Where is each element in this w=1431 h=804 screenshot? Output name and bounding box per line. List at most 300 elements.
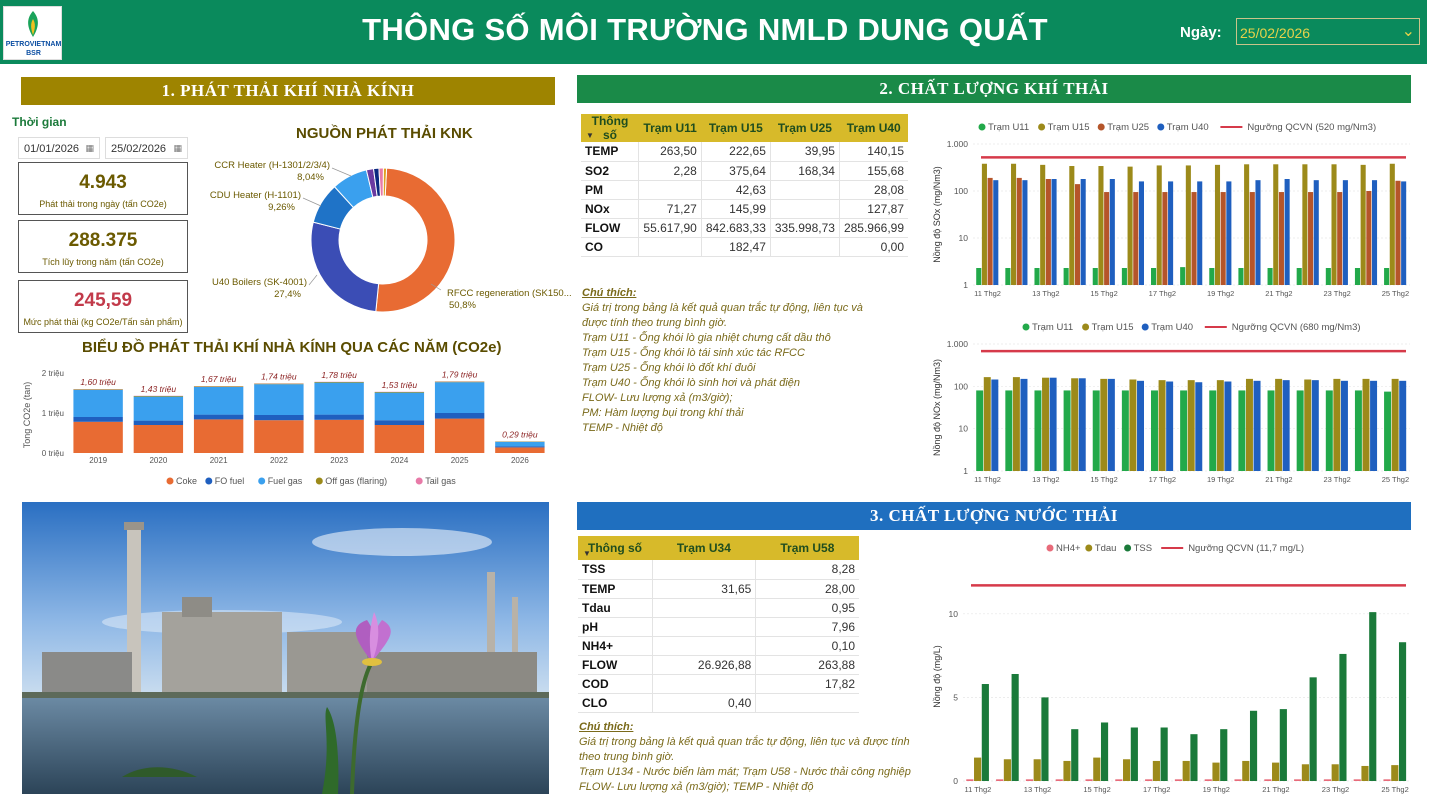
column-header[interactable]: Trạm U25: [770, 114, 839, 142]
table-cell: 127,87: [839, 199, 908, 218]
data-bar: [1391, 765, 1398, 781]
data-bar: [1159, 380, 1166, 471]
y-tick-label: 10: [958, 233, 968, 243]
x-tick-label: 25 Thg2: [1381, 475, 1410, 484]
kpi-annual-emission: [18, 220, 188, 273]
table-cell: 55.617,90: [639, 218, 701, 237]
y-tick-label: 1: [963, 466, 968, 476]
stacked-bar-segment: [134, 425, 183, 453]
stacked-bar-segment: [495, 442, 544, 446]
x-tick-label: 25 Thg2: [1381, 289, 1410, 298]
data-bar: [976, 268, 981, 285]
data-bar: [1005, 268, 1010, 285]
data-bar: [1110, 179, 1115, 285]
flame-logo-icon: [4, 7, 63, 41]
data-bar: [982, 684, 989, 781]
data-bar: [1372, 180, 1377, 285]
y-axis-label: Nồng độ (mg/L): [932, 645, 942, 708]
data-bar: [1046, 179, 1051, 285]
row-label: CO: [581, 237, 639, 256]
data-bar: [1129, 380, 1136, 471]
data-bar: [1275, 379, 1282, 471]
table-row[interactable]: [578, 560, 859, 579]
bar-total-label: 1,78 triệu: [321, 369, 357, 380]
bar-total-label: 1,60 triệu: [80, 377, 116, 387]
data-bar: [1151, 390, 1158, 471]
table-cell: [652, 674, 756, 693]
data-bar: [1034, 759, 1041, 781]
data-bar: [1302, 764, 1309, 781]
notes-line: được tính theo trung bình giờ.: [582, 317, 728, 329]
chevron-down-icon[interactable]: ⌄: [1401, 23, 1415, 40]
leader-line: [309, 275, 317, 285]
stacked-bar-segment: [194, 415, 243, 420]
x-tick-label: 19 Thg2: [1202, 785, 1230, 794]
table-cell: [652, 617, 756, 636]
data-bar: [1264, 779, 1271, 781]
data-bar: [1093, 268, 1098, 285]
legend-marker: [1124, 545, 1131, 552]
row-label: TEMP: [578, 579, 652, 598]
time-label: Thời gian: [12, 115, 67, 129]
data-bar: [1361, 165, 1366, 285]
data-bar: [1093, 390, 1100, 471]
legend-marker: [979, 124, 986, 131]
donut-slice: [311, 222, 379, 312]
legend-marker: [1142, 324, 1149, 331]
stacked-bar-segment: [314, 420, 363, 453]
x-tick-label: 15 Thg2: [1090, 475, 1118, 484]
table-cell: 17,82: [756, 674, 859, 693]
row-label: PM: [581, 180, 639, 199]
table-cell: 285.966,99: [839, 218, 908, 237]
table-cell: 28,08: [839, 180, 908, 199]
table-cell: 28,00: [756, 579, 859, 598]
slice-label: RFCC regeneration (SK150...: [447, 288, 572, 299]
x-tick-label: 11 Thg2: [974, 289, 1001, 298]
bar-total-label: 1,67 triệu: [200, 374, 237, 385]
stacked-bar-segment: [134, 397, 183, 421]
notes-line: Trạm U25 - Ống khói lò đốt khí đuôi: [582, 362, 756, 374]
data-bar: [1017, 178, 1022, 285]
stacked-bar-segment: [254, 384, 303, 415]
water-notes: [579, 720, 919, 795]
header-bar: [0, 0, 1427, 64]
data-bar: [1355, 390, 1362, 471]
data-bar: [1341, 381, 1348, 471]
row-label: SO2: [581, 161, 639, 180]
data-bar: [988, 178, 993, 285]
air-notes: [582, 286, 882, 436]
table-cell: [770, 180, 839, 199]
table-row[interactable]: [581, 218, 908, 237]
kpi-value: 245,59: [73, 290, 133, 311]
table-cell: 0,95: [756, 598, 859, 617]
data-bar: [1250, 192, 1255, 285]
table-cell: 335.998,73: [770, 218, 839, 237]
table-cell: 182,47: [701, 237, 770, 256]
y-tick-label: 100: [953, 381, 968, 392]
x-tick-label: 2024: [390, 456, 409, 465]
data-bar: [1192, 192, 1197, 285]
x-tick-label: 2026: [510, 456, 529, 465]
yearly-bar-chart: [18, 360, 558, 490]
x-tick-label: 2025: [450, 456, 469, 465]
data-bar: [1139, 181, 1144, 285]
data-bar: [1026, 779, 1033, 781]
data-bar: [1212, 763, 1219, 781]
data-bar: [1122, 390, 1129, 471]
table-cell: 375,64: [701, 161, 770, 180]
legend-marker: [258, 478, 265, 485]
stacked-bar-segment: [254, 384, 303, 385]
data-bar: [1392, 379, 1399, 471]
data-bar: [1190, 734, 1197, 781]
data-bar: [1273, 164, 1278, 285]
legend-marker: [167, 478, 174, 485]
data-bar: [1314, 180, 1319, 285]
water-chart: [928, 536, 1418, 798]
x-tick-label: 2021: [209, 456, 228, 465]
table-cell: [756, 693, 859, 712]
notes-heading: Chú thích:: [579, 721, 634, 733]
table-cell: 2,28: [639, 161, 701, 180]
x-tick-label: 23 Thg2: [1323, 475, 1351, 484]
table-cell: 140,15: [839, 142, 908, 161]
data-bar: [1042, 378, 1049, 471]
slice-percent: 8,04%: [297, 172, 324, 183]
table-row[interactable]: [578, 579, 859, 598]
calendar-icon[interactable]: ▦: [173, 143, 182, 153]
data-bar: [1337, 192, 1342, 285]
legend-marker: [1082, 324, 1089, 331]
data-bar: [1108, 379, 1115, 471]
air-quality-table: [581, 114, 908, 257]
data-bar: [1361, 766, 1368, 781]
donut-title: NGUỒN PHÁT THẢI KNK: [296, 125, 473, 142]
data-bar: [1310, 677, 1317, 781]
stacked-bar-segment: [435, 382, 484, 383]
table-row[interactable]: [581, 237, 908, 256]
data-bar: [1100, 379, 1107, 471]
data-bar: [1069, 166, 1074, 285]
data-bar: [1128, 167, 1133, 285]
notes-line: Trạm U15 - Ống khói lò tái sinh xúc tác RFCC: [582, 347, 805, 359]
table-row[interactable]: [581, 180, 908, 199]
data-bar: [1215, 165, 1220, 285]
table-cell: 155,68: [839, 161, 908, 180]
notes-line: Trạm U134 - Nước biển làm mát; Trạm U58 - Nước thải công nghiệp: [579, 766, 911, 778]
table-cell: [639, 180, 701, 199]
notes-line: theo trung bình giờ.: [579, 751, 675, 763]
bar-total-label: 1,53 triệu: [381, 379, 418, 390]
data-bar: [1297, 268, 1302, 285]
row-label: TEMP: [581, 142, 639, 161]
y-tick-label: 0: [953, 776, 958, 786]
y-tick-label: 1.000: [946, 339, 968, 349]
data-bar: [1040, 165, 1045, 285]
data-bar: [1041, 697, 1048, 781]
x-tick-label: 11 Thg2: [974, 475, 1001, 484]
data-bar: [1255, 180, 1260, 285]
row-label: NOx: [581, 199, 639, 218]
y-tick-label: 10: [958, 423, 968, 434]
table-cell: [639, 237, 701, 256]
data-bar: [1399, 642, 1406, 781]
date-to-value: 25/02/2026: [111, 143, 167, 155]
x-tick-label: 19 Thg2: [1206, 289, 1235, 298]
x-tick-label: 23 Thg2: [1321, 785, 1350, 794]
data-bar: [1104, 192, 1109, 285]
table-cell: 8,28: [756, 560, 859, 579]
data-bar: [1115, 779, 1122, 781]
y-axis-label: Tong CO2e (tan): [22, 381, 32, 449]
stacked-bar-segment: [435, 382, 484, 413]
stacked-bar-segment: [254, 415, 303, 420]
sort-down-icon: ▼: [586, 131, 594, 140]
notes-line: Giá trị trong bảng là kết quả quan trắc tự động, liên tục và được tính: [579, 736, 910, 748]
kpi-label: Tích lũy trong năm (tấn CO2e): [42, 257, 164, 267]
slice-percent: 27,4%: [274, 289, 301, 300]
table-cell: 145,99: [701, 199, 770, 218]
kpi-daily-emission: [18, 162, 188, 215]
petrovietnam-logo: [3, 6, 62, 60]
table-cell: 263,50: [639, 142, 701, 161]
stacked-bar-segment: [495, 447, 544, 453]
data-bar: [1355, 268, 1360, 285]
legend-label: Fuel gas: [267, 476, 303, 486]
data-bar: [1205, 779, 1212, 781]
legend-marker: [416, 478, 423, 485]
data-bar: [1343, 180, 1348, 285]
x-tick-label: 11 Thg2: [964, 785, 992, 794]
data-bar: [1137, 381, 1144, 471]
table-row[interactable]: [581, 142, 908, 161]
y-tick-label: 1: [963, 280, 968, 290]
date-to-input[interactable]: [105, 137, 188, 159]
table-row[interactable]: [578, 674, 859, 693]
logo-line1: PETROVIETNAM: [5, 41, 62, 48]
legend-label: Trạm U15: [1047, 122, 1090, 133]
data-bar: [1093, 758, 1100, 781]
table-row[interactable]: [581, 199, 908, 218]
row-label: COD: [578, 674, 652, 693]
donut-slice: [376, 168, 455, 312]
x-tick-label: 2020: [149, 456, 168, 465]
legend-marker: [1157, 124, 1164, 131]
date-select[interactable]: [1236, 18, 1420, 45]
table-row[interactable]: [578, 693, 859, 712]
data-bar: [1162, 192, 1167, 285]
slice-label: CDU Heater (H-1101): [209, 190, 301, 201]
stacked-bar-segment: [134, 421, 183, 425]
x-tick-label: 17 Thg2: [1143, 785, 1171, 794]
stacked-bar-segment: [314, 382, 363, 383]
notes-heading: Chú thích:: [582, 287, 637, 299]
data-bar: [1195, 382, 1202, 471]
legend-label: Ngưỡng QCVN (680 mg/Nm3): [1231, 322, 1361, 333]
table-cell: 842.683,33: [701, 218, 770, 237]
legend-label: Coke: [176, 476, 198, 486]
calendar-icon[interactable]: ▦: [85, 143, 94, 153]
x-tick-label: 25 Thg2: [1381, 785, 1409, 794]
data-bar: [1268, 268, 1273, 285]
data-bar: [1168, 181, 1173, 285]
data-bar: [1085, 779, 1092, 781]
stacked-bar-segment: [73, 389, 122, 390]
slice-label: U40 Boilers (SK-4001): [211, 277, 307, 288]
data-bar: [1050, 378, 1057, 471]
table-row[interactable]: [578, 655, 859, 674]
data-bar: [1131, 727, 1138, 781]
data-bar: [1246, 379, 1253, 471]
legend-marker: [1038, 124, 1045, 131]
stacked-bar-segment: [134, 396, 183, 397]
notes-line: Giá trị trong bảng là kết quả quan trắc tự động, liên tục và: [582, 302, 863, 314]
table-cell: 0,10: [756, 636, 859, 655]
table-cell: 71,27: [639, 199, 701, 218]
y-axis-label: Nồng độ SOx (mg/Nm3): [932, 166, 942, 263]
legend-marker: [1023, 324, 1030, 331]
yearly-chart-title: BIỂU ĐỒ PHÁT THẢI KHÍ NHÀ KÍNH QUA CÁC NĂM (CO2e): [82, 339, 502, 356]
table-cell: [652, 598, 756, 617]
refinery-image: [22, 502, 549, 794]
y-tick-label: 5: [953, 692, 958, 703]
stacked-bar-segment: [375, 425, 424, 453]
column-header[interactable]: Trạm U11: [639, 114, 701, 142]
table-cell: 39,95: [770, 142, 839, 161]
table-cell: 168,34: [770, 161, 839, 180]
kpi-value: 4.943: [79, 172, 127, 193]
legend-label: Ngưỡng QCVN (11,7 mg/L): [1188, 543, 1305, 554]
table-cell: 31,65: [652, 579, 756, 598]
row-label: CLO: [578, 693, 652, 712]
x-tick-label: 2023: [330, 456, 349, 465]
y-axis-label: Nồng độ NOx (mg/Nm3): [932, 358, 942, 457]
column-header[interactable]: Trạm U15: [701, 114, 770, 142]
table-row[interactable]: [578, 636, 859, 655]
table-header-row: [578, 536, 859, 560]
column-header[interactable]: Trạm U40: [839, 114, 908, 142]
data-bar: [1188, 380, 1195, 471]
data-bar: [1285, 179, 1290, 285]
data-bar: [1366, 191, 1371, 285]
data-bar: [1244, 164, 1249, 285]
data-bar: [1234, 779, 1241, 781]
notes-line: TEMP - Nhiệt độ: [582, 422, 663, 434]
data-bar: [1209, 390, 1216, 471]
data-bar: [1250, 711, 1257, 781]
row-label: Tdau: [578, 598, 652, 617]
x-tick-label: 17 Thg2: [1148, 475, 1177, 484]
slice-percent: 9,26%: [268, 202, 295, 213]
data-bar: [1183, 761, 1190, 781]
data-bar: [984, 377, 991, 471]
table-cell: [770, 199, 839, 218]
column-header[interactable]: [578, 536, 652, 560]
data-bar: [1209, 268, 1214, 285]
data-bar: [1005, 390, 1012, 471]
y-tick-label: 1 triệu: [41, 409, 64, 418]
column-header[interactable]: Trạm U34: [652, 536, 756, 560]
bar-total-label: 0,29 triệu: [502, 429, 538, 440]
data-bar: [1153, 761, 1160, 781]
table-cell: 222,65: [701, 142, 770, 161]
column-header[interactable]: Trạm U58: [756, 536, 859, 560]
legend-label: Tail gas: [425, 476, 456, 486]
data-bar: [1180, 267, 1185, 285]
x-tick-label: 21 Thg2: [1262, 785, 1290, 794]
data-bar: [982, 164, 987, 285]
notes-line: PM: Hàm lượng bụi trong khí thải: [582, 407, 744, 419]
data-bar: [1279, 192, 1284, 285]
table-cell: [652, 636, 756, 655]
data-bar: [1056, 779, 1063, 781]
table-row[interactable]: [578, 617, 859, 636]
data-bar: [1326, 268, 1331, 285]
data-bar: [1220, 729, 1227, 781]
data-bar: [1226, 181, 1231, 285]
stacked-bar-segment: [73, 390, 122, 417]
data-bar: [1166, 382, 1173, 471]
data-bar: [1308, 192, 1313, 285]
column-header-label: Thông số: [591, 114, 629, 142]
legend-label: TSS: [1133, 543, 1153, 554]
column-header-label: Thông số: [588, 541, 642, 555]
stacked-bar-segment: [435, 419, 484, 453]
data-bar: [1324, 779, 1331, 781]
date-from-input[interactable]: [18, 137, 100, 159]
row-label: FLOW: [578, 655, 652, 674]
data-bar: [1326, 390, 1333, 471]
data-bar: [1133, 192, 1138, 285]
table-row[interactable]: [578, 598, 859, 617]
data-bar: [1221, 192, 1226, 285]
legend-label: Trạm U40: [1166, 122, 1209, 133]
x-tick-label: 17 Thg2: [1148, 289, 1177, 298]
data-bar: [1238, 268, 1243, 285]
row-label: NH4+: [578, 636, 652, 655]
table-cell: 0,00: [839, 237, 908, 256]
data-bar: [1304, 380, 1311, 471]
legend-marker: [316, 478, 323, 485]
data-bar: [1390, 164, 1395, 285]
x-tick-label: 19 Thg2: [1206, 475, 1235, 484]
kpi-label: Mức phát thải (kg CO2e/Tấn sản phẩm): [23, 317, 183, 327]
column-header[interactable]: [581, 114, 639, 142]
y-tick-label: 1.000: [946, 139, 968, 149]
data-bar: [1370, 381, 1377, 471]
data-bar: [1004, 759, 1011, 781]
legend-label: FO fuel: [214, 476, 245, 486]
data-bar: [1081, 179, 1086, 285]
legend-marker: [1085, 545, 1092, 552]
data-bar: [1013, 377, 1020, 471]
data-bar: [1020, 379, 1027, 471]
legend-label: NH4+: [1056, 543, 1081, 554]
table-row[interactable]: [581, 161, 908, 180]
refinery-photo: [22, 502, 549, 794]
x-tick-label: 2019: [89, 456, 108, 465]
date-select-value: 25/02/2026: [1240, 25, 1311, 41]
data-bar: [1363, 379, 1370, 471]
data-bar: [1332, 764, 1339, 781]
data-bar: [1075, 184, 1080, 285]
data-bar: [1283, 380, 1290, 471]
leader-line: [332, 168, 351, 176]
data-bar: [1071, 378, 1078, 471]
row-label: pH: [578, 617, 652, 636]
